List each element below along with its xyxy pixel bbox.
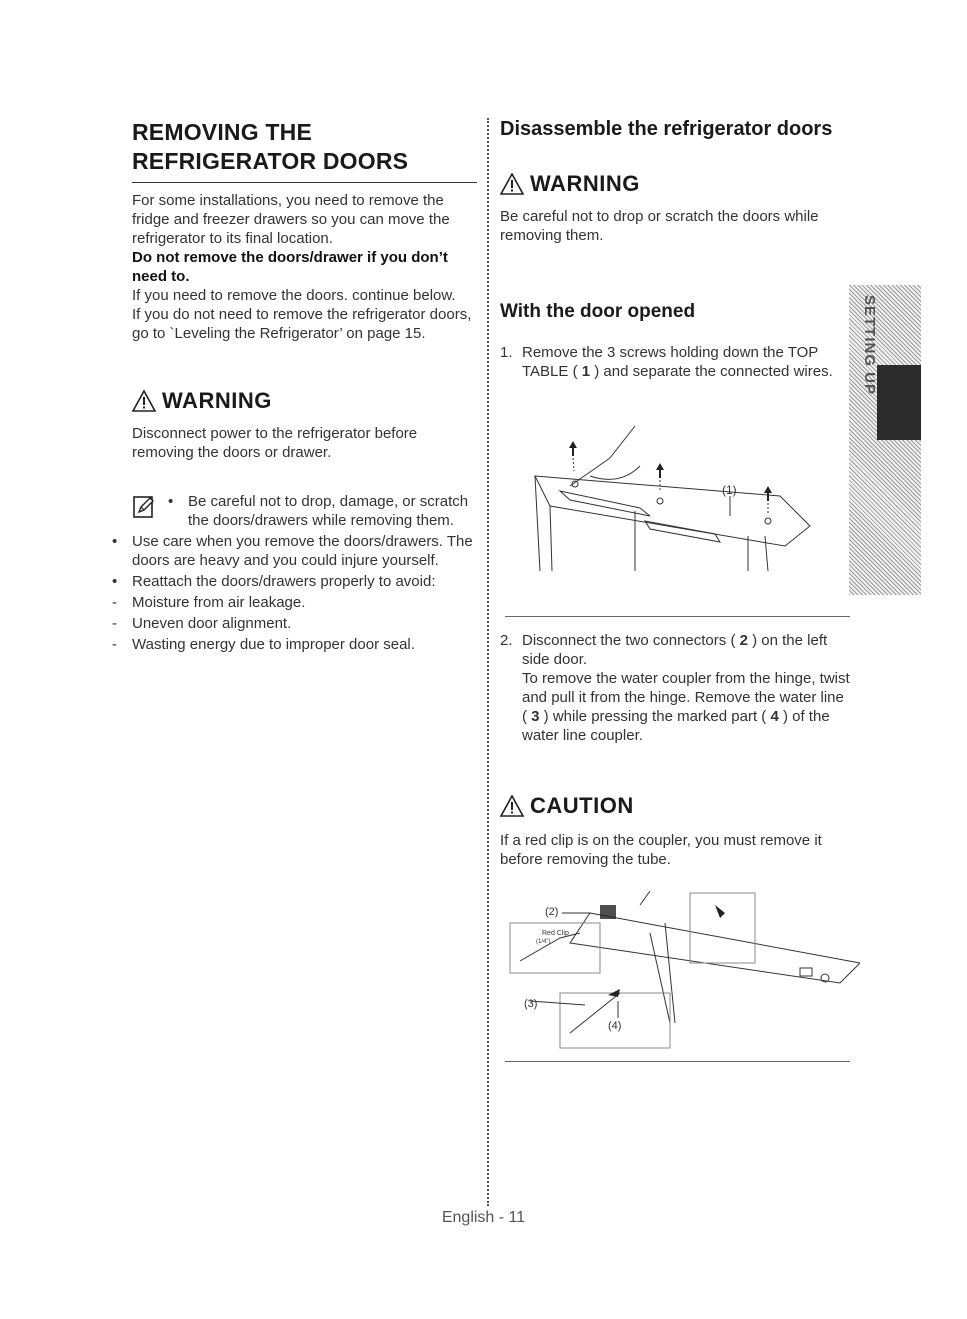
list-item: - Uneven door alignment. [112, 615, 292, 632]
caution-heading [500, 793, 850, 819]
caution-list [110, 532, 477, 654]
leveling-text: If you do not need to remove the refrigerator doors, go to `Leveling the Refrigerator’ on page 15. [132, 306, 472, 342]
warning-icon [500, 173, 524, 195]
step-number: 1. [500, 344, 513, 361]
list-item: - Moisture from air leakage. [112, 594, 306, 611]
list-item: • Use care when you remove the doors/drawers. The doors are heavy and you could injure yourself. [112, 533, 473, 569]
list-item: - Wasting energy due to improper door seal. [112, 636, 415, 653]
caution-title: CAUTION [530, 793, 634, 818]
list-item: • Be careful not to drop, damage, or scratch the doors/drawers while removing them. [168, 493, 469, 529]
section-side-tab [849, 285, 921, 595]
right-warning-text: Be careful not to drop or scratch the doors while removing them. [500, 208, 819, 244]
right-warning-heading [500, 171, 850, 197]
step-2: 2. Disconnect the two connectors ( 2 ) on the left side door. To remove the water coupler from the hinge, twist and pull it from the hinge. Remove the water line ( 3 ) while pressing the marked part ( 4 ) of the water line coupler. [500, 632, 850, 744]
page-footer: English - 11 [441, 1209, 526, 1226]
list-item: • Reattach the doors/drawers properly to avoid: [112, 573, 436, 590]
note-bullet-text: Be careful not to drop, damage, or scratch the doors/drawers while removing them. [188, 493, 469, 529]
step-1: 1. Remove the 3 screws holding down the TOP TABLE ( 1 ) and separate the connected wires. [500, 344, 833, 380]
side-tab-label: SETTING UP [861, 295, 878, 396]
title-line-2: REFRIGERATOR DOORS [132, 148, 409, 174]
caution-icon [500, 795, 524, 817]
left-warning-heading [132, 388, 477, 414]
warning-title: WARNING [530, 171, 640, 196]
left-warning-text: Disconnect power to the refrigerator before removing the doors or drawer. [132, 425, 418, 461]
section-title [132, 118, 477, 183]
top-table-screws-figure [500, 396, 850, 606]
divider-line [505, 1061, 850, 1062]
red-clip-label: Red Clip [542, 930, 569, 937]
note-pencil-icon [132, 494, 156, 520]
figure-callout-2: (2) [545, 906, 559, 918]
subheading: With the door opened [500, 301, 696, 322]
left-column [112, 118, 477, 654]
figure-callout-3: (3) [524, 998, 538, 1010]
step-number: 2. [500, 632, 513, 649]
caution-text: If a red clip is on the coupler, you must remove it before removing the tube. [500, 832, 822, 868]
water-coupler-figure [500, 883, 860, 1053]
figure-callout-1: (1) [722, 483, 737, 497]
note-block [132, 492, 477, 530]
continue-text: If you need to remove the doors. continue below. [132, 287, 456, 304]
warning-title: WARNING [162, 388, 272, 413]
figure-callout-4: (4) [608, 1020, 622, 1032]
side-tab-marker [877, 365, 921, 440]
title-line-1: REMOVING THE [132, 119, 313, 145]
warning-icon [132, 390, 156, 412]
red-clip-size: (1/4") [536, 939, 551, 945]
column-divider [487, 118, 489, 1206]
bold-note: Do not remove the doors/drawer if you don’t need to. [132, 249, 448, 285]
right-column [500, 118, 850, 1062]
intro-text: For some installations, you need to remove the fridge and freezer drawers so you can move the refrigerator to its final location. [132, 192, 450, 247]
right-section-title: Disassemble the refrigerator doors [500, 118, 833, 140]
